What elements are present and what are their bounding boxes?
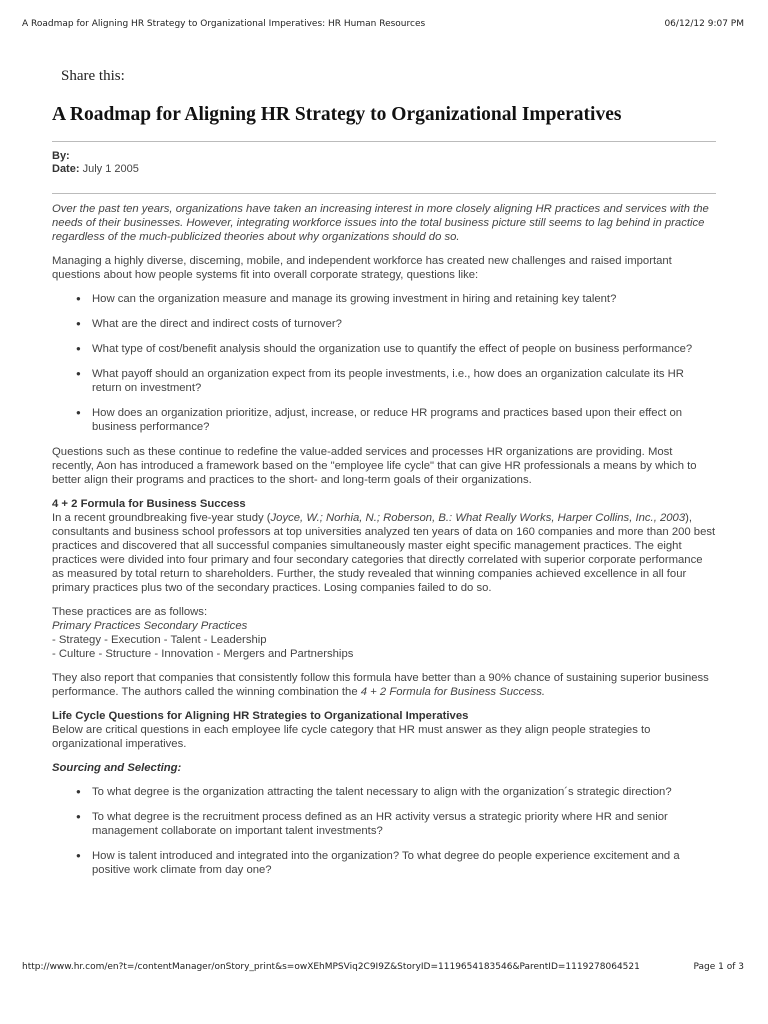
list-item: ● What are the direct and indirect costs of turnover? [92,317,716,331]
by-label: By: [52,150,70,162]
share-label: Share this: [61,68,125,84]
footer-url: http://www.hr.com/en?t=/contentManager/onStory_print&s=owXEhMPSViq2C9I9Z&StoryID=1119654183546&ParentID=1119278064521 [22,962,640,972]
article-title: A Roadmap for Aligning HR Strategy to Organizational Imperatives [52,104,622,125]
practices-intro: These practices are as follows: [52,606,208,618]
sourcing-heading: Sourcing and Selecting: [52,762,182,774]
print-header-datetime: 06/12/12 9:07 PM [664,19,744,29]
list-item: ● What payoff should an organization expect from its people investments, i.e., how does an organization calculate its HR return on investment? [92,367,716,395]
lifecycle-text: Below are critical questions in each employee life cycle category that HR must answer as they align people strategies to organizational imperatives. [52,724,651,750]
report-emphasis: 4 + 2 Formula for Business Success. [360,686,546,698]
title-divider [52,141,716,142]
list-item: ● What type of cost/benefit analysis should the organization use to quantify the effect of people on business performance? [92,342,716,356]
date-label: Date: [52,163,80,175]
date-value: July 1 2005 [82,163,139,175]
footer-page-number: Page 1 of 3 [693,962,744,972]
formula-section [52,497,716,595]
list-item: ● How does an organization prioritize, adjust, increase, or reduce HR programs and practices based upon their effect on business performance? [92,406,716,434]
formula-citation: Joyce, W.; Norhia, N.; Roberson, B.: What Really Works, Harper Collins, Inc., 2003 [270,512,686,524]
lifecycle-heading: Life Cycle Questions for Aligning HR Strategies to Organizational Imperatives [52,710,469,722]
questions-list [52,292,716,434]
formula-heading: 4 + 2 Formula for Business Success [52,498,246,510]
meta-divider [52,193,716,194]
formula-text-a: In a recent groundbreaking five-year study ( [52,512,271,524]
practices-section [52,605,716,661]
practices-line: - Culture - Structure - Innovation - Mergers and Partnerships [52,648,354,660]
body-paragraph: Questions such as these continue to redefine the value-added services and processes HR organizations are providing. Most recently, Aon has introduced a framework based on the "employee life cycle" that can give HR professionals a means by which to better align their programs and practices to the short- and long-term goals of their organizations. [52,446,697,486]
list-item: ● To what degree is the recruitment process defined as an HR activity versus a strategic priority where HR and senior management collaborate on important talent investments? [92,810,716,838]
sourcing-list [52,785,716,877]
practices-line: - Strategy - Execution - Talent - Leadership [52,634,267,646]
list-item: ● To what degree is the organization attracting the talent necessary to align with the organization´s strategic direction? [92,785,716,799]
print-header-title: A Roadmap for Aligning HR Strategy to Organizational Imperatives: HR Human Resources [22,19,426,29]
intro-paragraph: Over the past ten years, organizations have taken an increasing interest in more closely aligning HR practices and services with the needs of their businesses. However, integrating workforce issues into the total business picture still seems to lag behind in practice regardless of the much-publicized theories about why organizations should do so. [52,203,709,243]
practices-header: Primary Practices Secondary Practices [52,620,248,632]
article-meta [52,150,139,176]
article-body [52,202,716,888]
report-text: They also report that companies that consistently follow this formula have better than a 90% chance of sustaining superior business performance. The authors called the winning combination the [52,672,709,698]
report-paragraph [52,671,716,699]
formula-text-b: ), consultants and business school professors at top universities analyzed ten years of data on 160 companies and more than 200 best practices and discovered that all successful companies simultaneously master eight specific management practices. The eight practices were divided into four primary and four secondary categories that directly correlated with superior corporate performance as measured by total return to shareholders. Further, the study revealed that winning companies achieved excellence in all four primary practices plus two of the secondary practices. Losing companies failed to do so. [52,512,716,594]
list-item: ● How can the organization measure and manage its growing investment in hiring and retaining key talent? [92,292,716,306]
body-paragraph: Managing a highly diverse, disceming, mobile, and independent workforce has created new challenges and raised important questions about how people systems fit into overall corporate strategy, questions like: [52,255,672,281]
list-item: ● How is talent introduced and integrated into the organization? To what degree do people experience excitement and a positive work climate from day one? [92,849,716,877]
lifecycle-section [52,709,716,751]
